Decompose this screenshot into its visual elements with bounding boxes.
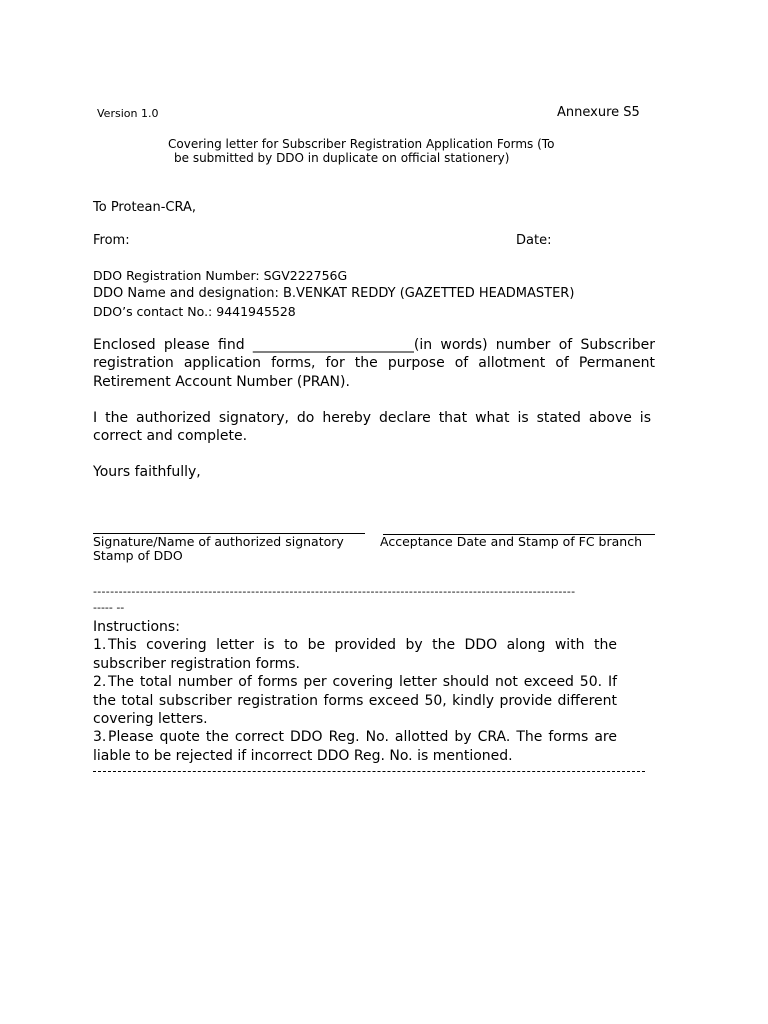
ddo-name-designation: DDO Name and designation: B.VENKAT REDDY (GAZETTED HEADMASTER) bbox=[93, 286, 575, 301]
stamp-label: Stamp of DDO bbox=[93, 548, 183, 563]
instruction-item bbox=[93, 728, 617, 765]
instruction-text: Please quote the correct DDO Reg. No. allotted by CRA. The forms are liable to be rejected if incorrect DDO Reg. No. is mentioned. bbox=[93, 729, 617, 764]
instruction-number: 3. bbox=[93, 729, 107, 746]
ddo-contact-number: DDO’s contact No.: 9441945528 bbox=[93, 304, 296, 319]
instruction-item bbox=[93, 673, 617, 728]
instruction-number: 1. bbox=[93, 637, 107, 654]
letter-title-line-1: Covering letter for Subscriber Registration Application Forms (To bbox=[168, 137, 555, 151]
from-label: From: bbox=[93, 233, 130, 248]
instruction-text: This covering letter is to be provided by the DDO along with the subscriber registration forms. bbox=[93, 637, 617, 672]
enclosed-paragraph: Enclosed please find _______________________(in words) number of Subscriber registration application forms, for the purpose of allotment of Permanent Retirement Account Number (PRAN). bbox=[93, 337, 655, 390]
closing-salutation: Yours faithfully, bbox=[93, 464, 201, 480]
version-label: Version 1.0 bbox=[97, 107, 159, 120]
letter-title-line-2: be submitted by DDO in duplicate on official stationery) bbox=[174, 151, 510, 165]
instruction-item bbox=[93, 636, 617, 673]
bottom-separator bbox=[93, 771, 645, 772]
instruction-number: 2. bbox=[93, 674, 107, 691]
separator-dashes: ----------------------------------------------------------------------------------------------------------------- bbox=[93, 585, 576, 598]
separator-continuation: ----- -- bbox=[93, 601, 125, 614]
recipient-line: To Protean-CRA, bbox=[93, 200, 197, 215]
instructions-section bbox=[93, 618, 617, 765]
ddo-registration-number: DDO Registration Number: SGV222756G bbox=[93, 268, 348, 283]
instructions-heading: Instructions: bbox=[93, 619, 180, 635]
instruction-text: The total number of forms per covering letter should not exceed 50. If the total subscriber registration forms exceed 50, kindly provide different covering letters. bbox=[93, 674, 617, 728]
signature-label: Signature/Name of authorized signatory bbox=[93, 534, 344, 549]
date-label: Date: bbox=[516, 233, 552, 248]
declaration-paragraph: I the authorized signatory, do hereby declare that what is stated above is correct and complete. bbox=[93, 410, 651, 445]
annexure-label: Annexure S5 bbox=[557, 105, 640, 120]
acceptance-label: Acceptance Date and Stamp of FC branch bbox=[380, 534, 643, 549]
